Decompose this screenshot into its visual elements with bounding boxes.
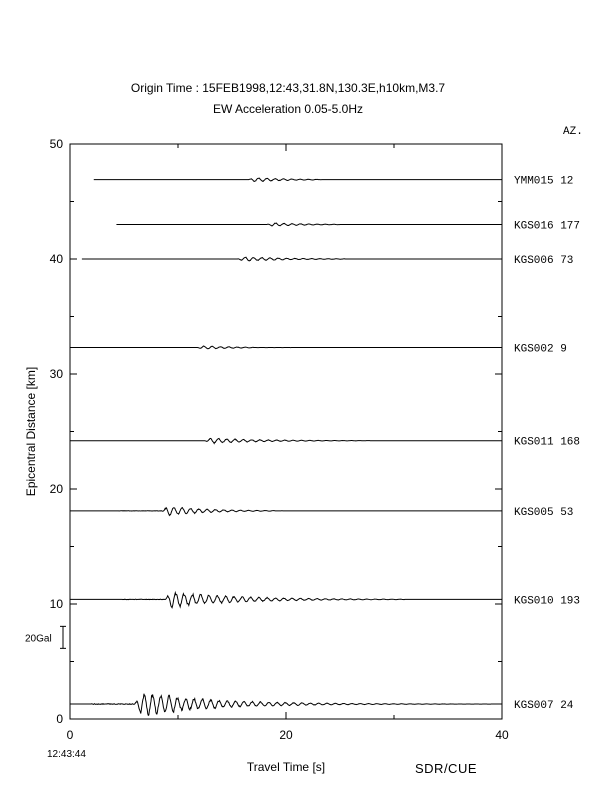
chart-title: Origin Time : 15FEB1998,12:43,31.8N,130.3E,h10km,M3.7 [130,81,446,95]
x-tick-label: 40 [495,728,509,742]
station-label-kgs002: KGS002 9 [514,343,567,356]
scale-bar-label: 20Gal [25,633,52,645]
y-tick-label: 10 [49,597,63,611]
station-label-kgs011: KGS011 168 [514,436,581,449]
trace-kgs011 [70,438,502,443]
station-label-kgs010: KGS010 193 [514,595,581,608]
plot-frame [70,144,502,719]
chart-subtitle: EW Acceleration 0.05-5.0Hz [212,102,364,116]
axis-ticks [50,137,509,742]
azimuth-header: AZ. [563,126,583,138]
trace-kgs016 [116,223,502,226]
station-label-kgs006: KGS006 73 [514,255,574,267]
origin-clock-time: 12:43:44 [47,749,86,760]
y-tick-label: 40 [49,252,63,266]
y-axis-label: Epicentral Distance [km] [24,366,38,497]
trace-layer [70,178,502,715]
plot-border [70,144,502,719]
trace-kgs010 [70,593,502,608]
x-axis-label: Travel Time [s] [246,760,326,774]
x-tick-label: 20 [279,728,293,742]
trace-kgs002 [70,346,502,349]
trace-kgs005 [70,508,502,516]
label-layer [24,176,580,774]
station-label-kgs007: KGS007 24 [514,700,574,713]
y-tick-label: 30 [49,367,63,381]
trace-ymm015 [94,178,502,181]
institution-label: SDR/CUE [415,761,478,776]
station-label-kgs005: KGS005 53 [514,506,574,519]
station-label-ymm015: YMM015 12 [514,175,574,188]
y-tick-label: 20 [49,482,63,496]
trace-kgs006 [82,257,502,261]
y-tick-label: 50 [49,137,63,151]
station-label-kgs016: KGS016 177 [514,220,581,233]
x-tick-label: 0 [66,728,74,742]
y-tick-label: 0 [56,712,63,726]
